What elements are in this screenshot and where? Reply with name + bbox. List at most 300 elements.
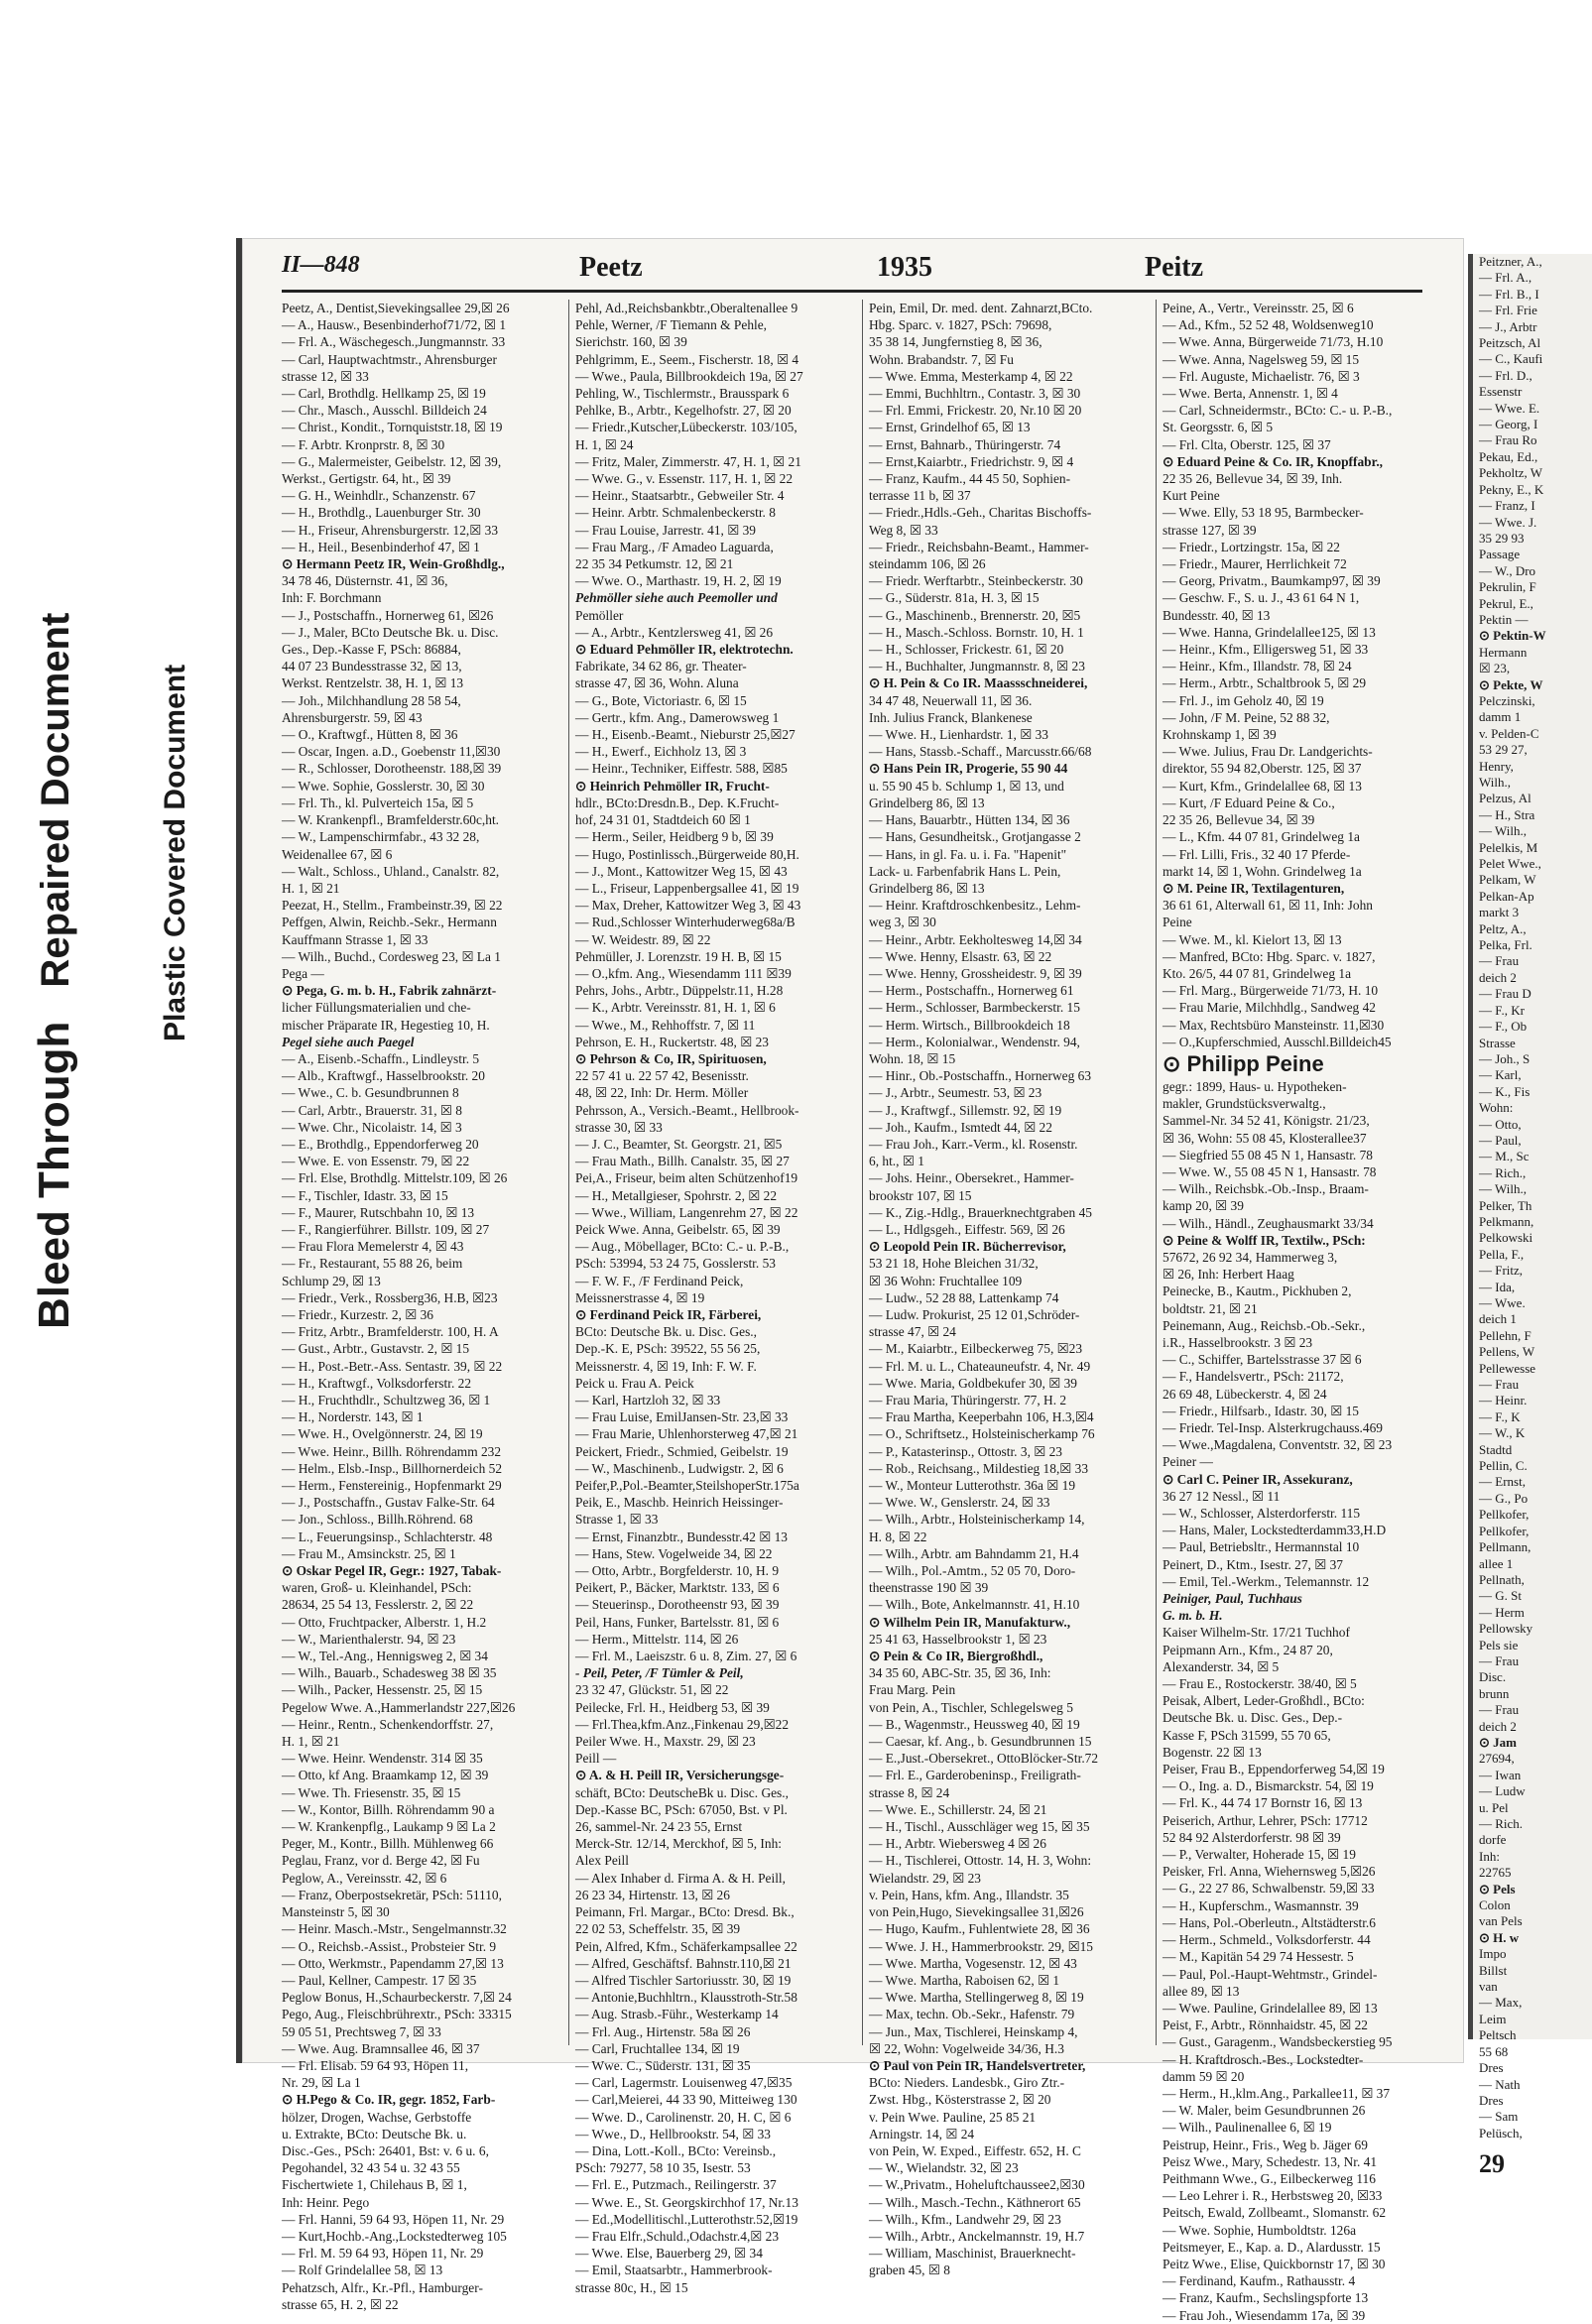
directory-entry-line: — Dina, Lott.-Koll., BCto: Vereinsb., xyxy=(575,2142,777,2158)
directory-entry-line: — Herm., Arbtr., Schaltbrook 5, ☒ 29 xyxy=(1163,675,1367,691)
directory-entry-line: — Ernst, Bahnarb., Thüringerstr. 74 xyxy=(869,436,1061,452)
directory-entry-line: Peiler Wwe. H., Maxstr. 29, ☒ 23 xyxy=(575,1734,756,1750)
directory-entry-line: v. Pein Wwe. Pauline, 25 85 21 xyxy=(869,2109,1037,2125)
directory-entry-line: — W., Wielandstr. 32, ☒ 23 xyxy=(869,2160,1019,2176)
directory-entry-line: Fabrikate, 34 62 86, gr. Theater- xyxy=(575,659,747,674)
adjacent-entry-line: 35 29 93 xyxy=(1479,530,1525,546)
directory-entry-line: — Frl. Aug., Hirtenstr. 58a ☒ 26 xyxy=(575,2023,751,2039)
directory-entry-line: — H. Kraftdrosch.-Bes., Lockstedter- xyxy=(1163,2051,1364,2067)
directory-entry-line: 26 23 34, Hirtenstr. 13, ☒ 26 xyxy=(575,1887,730,1902)
directory-entry-line: 6, ht., ☒ 1 xyxy=(869,1154,924,1169)
directory-entry-line: Kasse F, PSch 31599, 55 70 65, xyxy=(1163,1727,1331,1743)
directory-entry-line: strasse 127, ☒ 39 xyxy=(1163,522,1257,538)
directory-entry-line: — Aug., Möbellager, BCto: C.- u. P.-B., xyxy=(575,1239,790,1255)
directory-entry-line: BCto: Nieders. Landesbk., Giro Ztr.- xyxy=(869,2075,1065,2091)
directory-entry-line: Inh: Heinr. Pego xyxy=(282,2194,370,2210)
adjacent-entry-line: — Rich. xyxy=(1479,1816,1524,1831)
adjacent-page-number: 29 xyxy=(1479,2149,1505,2179)
directory-entry-line: Weidenallee 67, ☒ 6 xyxy=(282,846,393,862)
adjacent-entry-line: Strasse xyxy=(1479,1035,1516,1050)
directory-entry-line: Kaiser Wilhelm-Str. 17/21 Tuchhof xyxy=(1163,1625,1350,1641)
directory-entry-line: Bogenstr. 22 ☒ 13 xyxy=(1163,1744,1262,1760)
directory-entry-line: ⊙ Heinrich Pehmöller IR, Frucht- xyxy=(575,778,770,794)
directory-entry-line: — Emil, Tel.-Werkm., Telemannstr. 12 xyxy=(1163,1573,1370,1589)
directory-entry-line: 34 47 48, Neuerwall 11, ☒ 36. xyxy=(869,692,1033,708)
directory-entry-line: Mansteinstr 5, ☒ 30 xyxy=(282,1904,390,1920)
directory-entry-line: — Joh., Milchhandlung 28 58 54, xyxy=(282,692,461,708)
directory-entry-line: Peisker, Frl. Anna, Wiehernsweg 5,☒26 xyxy=(1163,1864,1376,1880)
adjacent-entry-line: Wohn: xyxy=(1479,1100,1514,1116)
directory-entry-line: Peitsmeyer, E., Kap. a. D., Alardusstr. 15 xyxy=(1163,2239,1381,2255)
directory-entry-line: — Frl.Thea,kfm.Anz.,Finkenau 29,☒22 xyxy=(575,1716,790,1732)
directory-entry-line: — Wwe. Else, Bauerberg 29, ☒ 34 xyxy=(575,2246,763,2262)
directory-entry-line: 28634, 25 54 13, Fesslerstr. 2, ☒ 22 xyxy=(282,1597,474,1613)
directory-entry-line: — W., Maschinenb., Ludwigstr. 2, ☒ 6 xyxy=(575,1460,784,1476)
directory-entry-line: — Emil, Staatsarbtr., Hammerbrook- xyxy=(575,2263,773,2278)
directory-entry-line: strasse 12, ☒ 33 xyxy=(282,368,369,384)
adjacent-entry-line: deich 1 xyxy=(1479,1311,1517,1327)
directory-entry-line: — Wwe. Emma, Mesterkamp 4, ☒ 22 xyxy=(869,368,1073,384)
directory-entry-line: — Wwe. C., Süderstr. 131, ☒ 35 xyxy=(575,2057,751,2073)
directory-entry-line: Pego, Aug., Fleischbrührextr., PSch: 33315 xyxy=(282,2007,512,2022)
directory-entry-line: 36 61 61, Alterwall 61, ☒ 11, Inh: John xyxy=(1163,898,1373,914)
adjacent-entry-line: ⊙ Pels xyxy=(1479,1881,1516,1896)
directory-entry-line: — Oscar, Ingen. a.D., Goebenstr 11,☒30 xyxy=(282,744,501,760)
directory-entry-line: Pehmöller siehe auch Peemoller und xyxy=(575,590,778,606)
adjacent-entry-line: Pellkofer, xyxy=(1479,1507,1530,1523)
adjacent-page-lines xyxy=(1473,254,1592,2141)
directory-entry-line: Pehlke, B., Arbtr., Kegelhofstr. 27, ☒ 20 xyxy=(575,403,792,419)
directory-entry-line: — Frau Marg., /F Amadeo Laguarda, xyxy=(575,539,774,554)
directory-entry-line: Peglau, Franz, vor d. Berge 42, ☒ Fu xyxy=(282,1853,480,1869)
directory-entry-line: — Christ., Kondit., Tornquiststr.18, ☒ 19 xyxy=(282,420,503,435)
directory-entry-line: — Carl, Schneidermstr., BCto: C.- u. P.-B., xyxy=(1163,403,1393,419)
adjacent-entry-line: — F., Kr xyxy=(1479,1002,1525,1018)
directory-entry-line: ⊙ Leopold Pein IR. Bücherrevisor, xyxy=(869,1239,1066,1255)
directory-entry-line: Peiniger, Paul, Tuchhaus xyxy=(1163,1591,1302,1607)
directory-entry-line: — Wwe. W., 55 08 45 N 1, Hansastr. 78 xyxy=(1163,1163,1377,1179)
column-divider xyxy=(568,300,569,2045)
directory-entry-line: — Alb., Kraftwgf., Hasselbrookstr. 20 xyxy=(282,1068,485,1084)
directory-entry-line: ⊙ H. Pein & Co IR. Maassschneiderei, xyxy=(869,675,1088,691)
directory-entry-line: — Frau Marie, Milchhdlg., Sandweg 42 xyxy=(1163,1000,1376,1016)
directory-entry-line: — H., Kraftwgf., Volksdorferstr. 22 xyxy=(282,1375,472,1391)
directory-entry-line: ⊙ Carl C. Peiner IR, Assekuranz, xyxy=(1163,1471,1353,1487)
adjacent-entry-line: Disc. xyxy=(1479,1669,1507,1685)
adjacent-entry-line: ⊙ Pektin-W xyxy=(1479,628,1546,644)
directory-entry-line: — Ernst, Finanzbtr., Bundesstr.42 ☒ 13 xyxy=(575,1529,788,1544)
plastic-covered-label: Plastic Covered Document xyxy=(159,664,191,1041)
directory-entry-line: — Wwe. G., v. Essenstr. 117, H. 1, ☒ 22 xyxy=(575,471,794,487)
directory-entry-line: Peitsch, Ewald, Zollbeamt., Slomanstr. 62 xyxy=(1163,2205,1387,2221)
directory-entry-line: — Wwe. Sophie, Gosslerstr. 30, ☒ 30 xyxy=(282,778,485,794)
directory-entry-line: — Herm., Schlosser, Barmbeckerstr. 15 xyxy=(869,1000,1080,1016)
adjacent-entry-line: Pelczinski, xyxy=(1479,692,1535,708)
directory-entry-line: ⊙ Pehrson & Co, IR, Spirituosen, xyxy=(575,1050,767,1066)
directory-entry-line: — Frau Martha, Keeperbahn 106, H.3,☒4 xyxy=(869,1409,1094,1425)
directory-entry-line: — F., Handelsvertr., PSch: 21172, xyxy=(1163,1369,1344,1385)
adjacent-entry-line: Pelzus, Al xyxy=(1479,791,1531,806)
directory-entry-line: — Walt., Schloss., Uhland., Canalstr. 82, xyxy=(282,863,500,879)
directory-entry-line: Peistrup, Heinr., Fris., Weg b. Jäger 69 xyxy=(1163,2137,1368,2152)
directory-entry-line: — Wwe. Maria, Goldbekufer 30, ☒ 39 xyxy=(869,1375,1077,1391)
adjacent-entry-line: Pelka, Frl. xyxy=(1479,937,1532,953)
adjacent-entry-line: Pelelkis, M xyxy=(1479,839,1538,855)
directory-entry-line: — Ed.,Modellitischl.,Lutterothstr.52,☒19 xyxy=(575,2211,798,2227)
directory-entry-line: 34 35 60, ABC-Str. 35, ☒ 36, Inh: xyxy=(869,1665,1051,1681)
directory-entry-line: — H., Buchhalter, Jungmannstr. 8, ☒ 23 xyxy=(869,659,1085,674)
adjacent-entry-line: — C., Kaufi xyxy=(1479,351,1543,367)
directory-entry-line: — Friedr., Maurer, Herrlichkeit 72 xyxy=(1163,556,1347,572)
directory-entry-line: — Wwe. O., Marthastr. 19, H. 2, ☒ 19 xyxy=(575,573,782,589)
directory-entry-line: — Carl,Meierei, 44 33 90, Mitteiweg 130 xyxy=(575,2092,797,2108)
directory-entry-line: — Manfred, BCto: Hbg. Sparc. v. 1827, xyxy=(1163,948,1376,964)
directory-entry-line: — Rob., Reichsang., Mildestieg 18,☒ 33 xyxy=(869,1460,1089,1476)
directory-entry-line: — Frau Maria, Thüringerstr. 77, H. 2 xyxy=(869,1393,1067,1407)
adjacent-entry-line: ⊙ H. w xyxy=(1479,1929,1520,1945)
directory-entry-line: — Frl. Auguste, Michaelistr. 76, ☒ 3 xyxy=(1163,368,1360,384)
bleed-through-label xyxy=(30,613,79,1329)
directory-entry-line: — Wilh., Kfm., Landwehr 29, ☒ 23 xyxy=(869,2211,1061,2227)
adjacent-entry-line: 22765 xyxy=(1479,1865,1512,1881)
directory-entry-line: — Frl. M. u. L., Chateauneufstr. 4, Nr. 49 xyxy=(869,1358,1091,1374)
directory-entry-line: — Frau M., Amsinckstr. 25, ☒ 1 xyxy=(282,1545,456,1561)
directory-entry-line: — H., Arbtr. Wiebersweg 4 ☒ 26 xyxy=(869,1836,1046,1852)
directory-entry-line: — Max, techn. Ob.-Sekr., Hafenstr. 79 xyxy=(869,2007,1075,2022)
directory-entry-line: Disc.-Ges., PSch: 26401, Bst: v. 6 u. 6, xyxy=(282,2142,489,2158)
directory-entry-line: Pehlgrimm, E., Seem., Fischerstr. 18, ☒ 4 xyxy=(575,351,799,367)
directory-entry-line: — A., Hausw., Besenbinderhof71/72, ☒ 1 xyxy=(282,317,507,333)
adjacent-entry-line: — Frau xyxy=(1479,953,1520,969)
directory-entry-line: Peinemann, Aug., Reichsb.-Ob.-Sekr., xyxy=(1163,1317,1366,1333)
directory-entry-line: — Alfred, Geschäftsf. Bahnstr.110,☒ 21 xyxy=(575,1955,792,1971)
directory-entry-line: Zwst. Hbg., Kösterstrasse 2, ☒ 20 xyxy=(869,2092,1051,2108)
adjacent-entry-line: Peltsch xyxy=(1479,2027,1517,2043)
directory-entry-line: — Paul, Pol.-Haupt-Wehtmstr., Grindel- xyxy=(1163,1966,1378,1982)
directory-entry-line: — Franz, Kaufm., 44 45 50, Sophien- xyxy=(869,471,1071,487)
adjacent-entry-line: Impo xyxy=(1479,1946,1507,1962)
adjacent-entry-line: — G. St xyxy=(1479,1588,1522,1604)
directory-entry-line: — H., Eisenb.-Beamt., Nieburstr 25,☒27 xyxy=(575,727,796,743)
adjacent-entry-line: — Fritz, xyxy=(1479,1263,1524,1279)
directory-entry-line: Peilecke, Frl. H., Heidberg 53, ☒ 39 xyxy=(575,1699,770,1715)
directory-entry-line: Meissnerstr. 4, ☒ 19, Inh: F. W. F. xyxy=(575,1358,757,1374)
directory-entry-line: — Aug. Strasb.-Führ., Westerkamp 14 xyxy=(575,2007,779,2022)
directory-entry-line: — Jun., Max, Tischlerei, Heinskamp 4, xyxy=(869,2023,1078,2039)
directory-entry-line: — Wwe.,Magdalena, Conventstr. 32, ☒ 23 xyxy=(1163,1437,1393,1453)
directory-entry-line: — W., Lampenschirmfabr., 43 32 28, xyxy=(282,829,480,845)
directory-entry-line: PSch: 79277, 58 10 35, Isestr. 53 xyxy=(575,2160,751,2176)
directory-entry-line: strasse 8, ☒ 24 xyxy=(869,1784,950,1800)
directory-entry-line: — Wwe. Henny, Grossheidestr. 9, ☒ 39 xyxy=(869,965,1082,981)
directory-entry-line: — Frl. Clta, Oberstr. 125, ☒ 37 xyxy=(1163,436,1331,452)
directory-entry-line: — Alfred Tischler Sartoriusstr. 30, ☒ 19 xyxy=(575,1972,792,1988)
directory-entry-line: hof, 24 31 01, Stadtdeich 60 ☒ 1 xyxy=(575,812,751,828)
directory-entry-line: — K., Zig.-Hdlg., Brauerknechtgraben 45 xyxy=(869,1204,1092,1220)
directory-entry-line: Peglow, A., Vereinsstr. 42, ☒ 6 xyxy=(282,1870,447,1886)
directory-entry-line: strasse 47, ☒ 24 xyxy=(869,1324,956,1340)
directory-entry-line: — Carl, Lagermstr. Louisenweg 47,☒35 xyxy=(575,2075,793,2091)
directory-entry-line: Peickert, Friedr., Schmied, Geibelstr. 19 xyxy=(575,1443,789,1459)
directory-entry-line: — Hans, Stassb.-Schaff., Marcusstr.66/68 xyxy=(869,744,1092,760)
directory-entry-line: — Frl. A., Wäschegesch.,Jungmannstr. 33 xyxy=(282,334,506,350)
adjacent-entry-line: — Sam xyxy=(1479,2109,1519,2125)
directory-entry-line: — Wwe. Anna, Bürgerweide 71/73, H.10 xyxy=(1163,334,1384,350)
adjacent-entry-line: deich 2 xyxy=(1479,969,1517,985)
adjacent-entry-line: allee 1 xyxy=(1479,1555,1514,1571)
adjacent-entry-line: Pekholtz, W xyxy=(1479,465,1543,481)
directory-entry-line: — Wwe. W., Genslerstr. 24, ☒ 33 xyxy=(869,1495,1050,1511)
directory-entry-line: — Kurt,Hochb.-Ang.,Lockstedterweg 105 xyxy=(282,2228,507,2244)
directory-entry-line: ☒ 22, Wohn: Vogelweide 34/36, H.3 xyxy=(869,2040,1064,2056)
directory-entry-line: 22 35 26, Bellevue 34, ☒ 39 xyxy=(1163,812,1315,828)
directory-entry-line: gegr.: 1899, Haus- u. Hypotheken- xyxy=(1163,1078,1347,1094)
directory-entry-line: — Caesar, kf. Ang., b. Gesundbrunnen 15 xyxy=(869,1734,1092,1750)
directory-entry-line: Peetz, A., Dentist,Sievekingsallee 29,☒ 26 xyxy=(282,301,510,315)
directory-entry-line: — Hans, Maler, Lockstedterdamm33,H.D xyxy=(1163,1523,1387,1538)
directory-entry-line: — L., Feuerungsinsp., Schlachterstr. 48 xyxy=(282,1529,493,1544)
adjacent-entry-line: Inh: xyxy=(1479,1848,1500,1864)
directory-entry-line: Pegohandel, 32 43 54 u. 32 43 55 xyxy=(282,2160,460,2176)
directory-entry-line: — Wwe. Julius, Frau Dr. Landgerichts- xyxy=(1163,744,1373,760)
scan-annotation-labels xyxy=(0,0,218,2159)
directory-entry-line: ⊙ Ferdinand Peick IR, Färberei, xyxy=(575,1306,762,1322)
directory-entry-line: Peil, Hans, Funker, Bartelsstr. 81, ☒ 6 xyxy=(575,1614,780,1630)
adjacent-entry-line: — Frau xyxy=(1479,1652,1520,1668)
directory-entry-line: Peik, E., Maschb. Heinrich Heissinger- xyxy=(575,1495,784,1511)
directory-entry-line: — Fritz, Arbtr., Bramfelderstr. 100, H. A xyxy=(282,1324,499,1340)
directory-entry-line: — H., Masch.-Schloss. Bornstr. 10, H. 1 xyxy=(869,624,1084,640)
adjacent-entry-line: — Joh., S xyxy=(1479,1050,1531,1066)
adjacent-entry-line: — Paul, xyxy=(1479,1132,1522,1148)
directory-entry-line: — A., Eisenb.-Schaffn., Lindleystr. 5 xyxy=(282,1050,480,1066)
directory-entry-line: — Herm., Postschaffn., Hornerweg 61 xyxy=(869,983,1074,999)
directory-entry-line: — Gust., Arbtr., Gustavstr. 2, ☒ 15 xyxy=(282,1341,470,1357)
directory-entry-line: Peill — xyxy=(575,1751,617,1767)
directory-entry-line: — Ernst, Grindelhof 65, ☒ 13 xyxy=(869,420,1031,435)
directory-entry-line: — Max, Rechtsbüro Mansteinstr. 11,☒30 xyxy=(1163,1017,1385,1033)
adjacent-entry-line: Pelüsch, xyxy=(1479,2125,1523,2141)
adjacent-entry-line: — Nath xyxy=(1479,2076,1521,2092)
directory-entry-line: — Hans, Stew. Vogelweide 34, ☒ 22 xyxy=(575,1545,773,1561)
directory-entry-line: 52 84 92 Alsterdorferstr. 98 ☒ 39 xyxy=(1163,1829,1341,1845)
directory-entry-line: Arningstr. 14, ☒ 24 xyxy=(869,2126,975,2141)
directory-entry-line: — Wwe. Henny, Elsastr. 63, ☒ 22 xyxy=(869,948,1052,964)
directory-entry-line: u. Extrakte, BCto: Deutsche Bk. u. xyxy=(282,2126,467,2141)
adjacent-entry-line: van xyxy=(1479,1979,1498,1995)
directory-entry-line: mischer Präparate IR, Hegestieg 10, H. xyxy=(282,1017,490,1033)
directory-entry-line: — Heinr., Rentn., Schenkendorffstr. 27, xyxy=(282,1716,494,1732)
directory-entry-line: — Otto, Arbtr., Borgfelderstr. 10, H. 9 xyxy=(575,1563,780,1579)
adjacent-entry-line: — Otto, xyxy=(1479,1116,1522,1132)
directory-entry-line: — Chr., Masch., Ausschl. Billdeich 24 xyxy=(282,403,487,419)
directory-entry-line: 59 05 51, Prechtsweg 7, ☒ 33 xyxy=(282,2023,441,2039)
directory-entry-line: — Hans, Gesundheitsk., Grotjangasse 2 xyxy=(869,829,1081,845)
directory-entry-line: — Heinr., Kfm., Elligersweg 51, ☒ 33 xyxy=(1163,642,1369,658)
directory-entry-line: Kto. 26/5, 44 07 81, Grindelweg 1a xyxy=(1163,965,1352,981)
directory-entry-line: — W., Marienthalerstr. 94, ☒ 23 xyxy=(282,1631,456,1647)
directory-entry-line: Peithmann Wwe., G., Eilbeckerweg 116 xyxy=(1163,2170,1376,2186)
directory-entry-line: steindamm 106, ☒ 26 xyxy=(869,556,986,572)
directory-entry-line: Peisak, Albert, Leder-Großhdl., BCto: xyxy=(1163,1693,1365,1709)
directory-entry-line: Peger, M., Kontr., Billh. Mühlenweg 66 xyxy=(282,1836,494,1852)
directory-entry-line: — Frau Marie, Uhlenhorsterweg 47,☒ 21 xyxy=(575,1426,798,1442)
directory-entry-line: Pei,A., Friseur, beim alten Schützenhof19 xyxy=(575,1170,798,1186)
adjacent-entry-line: — Ida, xyxy=(1479,1279,1516,1294)
adjacent-entry-line: — Frau xyxy=(1479,1377,1520,1393)
directory-entry-line: — Wwe. Elly, 53 18 95, Barmbecker- xyxy=(1163,505,1364,521)
adjacent-entry-line: 55 68 xyxy=(1479,2043,1509,2059)
directory-entry-line: Werkst. Rentzelstr. 38, H. 1, ☒ 13 xyxy=(282,675,464,691)
directory-entry-line: boldtstr. 21, ☒ 21 xyxy=(1163,1300,1258,1316)
directory-entry-line: — Paul, Betriebsltr., Hermannstal 10 xyxy=(1163,1539,1360,1555)
directory-entry-line: kamp 20, ☒ 39 xyxy=(1163,1198,1244,1214)
directory-entry-line: strasse 47, ☒ 36, Wohn. Aluna xyxy=(575,675,739,691)
adjacent-entry-line: — M., Sc xyxy=(1479,1149,1530,1164)
directory-entry-line: — Wilh., Bote, Ankelmannstr. 41, H.10 xyxy=(869,1597,1080,1613)
directory-entry-line: — F. W. F., /F Ferdinand Peick, xyxy=(575,1273,744,1288)
directory-entry-line: v. Pein, Hans, kfm. Ang., Illandstr. 35 xyxy=(869,1887,1069,1902)
directory-entry-line: — Wwe. Th. Friesenstr. 35, ☒ 15 xyxy=(282,1784,461,1800)
directory-entry-line: 23 32 47, Glückstr. 51, ☒ 22 xyxy=(575,1682,729,1698)
directory-entry-line: — Wwe. Berta, Annenstr. 1, ☒ 4 xyxy=(1163,386,1338,402)
adjacent-entry-line: Pels sie xyxy=(1479,1637,1519,1652)
directory-entry-line: — Wwe. E., Schillerstr. 24, ☒ 21 xyxy=(869,1801,1047,1817)
directory-entry-line: — Wwe. J. H., Hammerbrookstr. 29, ☒15 xyxy=(869,1938,1093,1954)
adjacent-entry-line: u. Pel xyxy=(1479,1799,1509,1815)
directory-entry-line: — Siegfried 55 08 45 N 1, Hansastr. 78 xyxy=(1163,1147,1373,1162)
directory-entry-line: — Jon., Schloss., Billh.Röhrend. 68 xyxy=(282,1512,473,1528)
directory-entry-line: — G., Malermeister, Geibelstr. 12, ☒ 39, xyxy=(282,453,502,469)
directory-entry-line: — Max, Dreher, Kattowitzer Weg 3, ☒ 43 xyxy=(575,898,801,914)
directory-entry-line: — Ferdinand, Kaufm., Rathausstr. 4 xyxy=(1163,2273,1356,2289)
adjacent-entry-line: Pekau, Ed., xyxy=(1479,448,1538,464)
directory-entry-line: — O., Reichsb.-Assist., Probsteier Str. 9 xyxy=(282,1938,497,1954)
directory-entry-line: Pegel siehe auch Paegel xyxy=(282,1034,415,1049)
directory-entry-line: Deutsche Bk. u. Disc. Ges., Dep.- xyxy=(1163,1710,1343,1726)
directory-entry-line: allee 89, ☒ 13 xyxy=(1163,1983,1240,1999)
directory-entry-line: — Ludw., 52 28 88, Lattenkamp 74 xyxy=(869,1289,1059,1305)
directory-entry-line: — Franz, Oberpostsekretär, PSch: 51110, xyxy=(282,1887,502,1902)
directory-entry-line: — Frl. E., Garderobeninsp., Freiligrath- xyxy=(869,1768,1081,1783)
directory-entry-line: ⊙ Oskar Pegel IR, Gegr.: 1927, Tabak- xyxy=(282,1563,502,1579)
directory-entry-line: — O.,kfm. Ang., Wiesendamm 111 ☒39 xyxy=(575,965,792,981)
directory-entry-line: H. 8, ☒ 22 xyxy=(869,1529,927,1544)
directory-entry-line: Peine xyxy=(1163,915,1192,930)
adjacent-entry-line: Pelet Wwe., xyxy=(1479,856,1541,872)
adjacent-entry-line: — K., Fis xyxy=(1479,1083,1531,1099)
directory-entry-line: — F., Tischler, Idastr. 33, ☒ 15 xyxy=(282,1187,448,1203)
directory-entry-line: 22 35 34 Petkumstr. 12, ☒ 21 xyxy=(575,556,734,572)
directory-entry-line: — Rud.,Schlosser Winterhuderweg68a/B xyxy=(575,915,796,930)
directory-entry-line: — Herm., H.,klm.Ang., Parkallee11, ☒ 37 xyxy=(1163,2085,1391,2101)
directory-entry-line: — E.,Just.-Obersekret., OttoBlöcker-Str.72 xyxy=(869,1751,1099,1767)
directory-entry-line: — Carl, Arbtr., Brauerstr. 31, ☒ 8 xyxy=(282,1102,462,1118)
directory-entry-line: — Frl. J., im Geholz 40, ☒ 19 xyxy=(1163,692,1324,708)
directory-entry-line: — Karl, Hartzloh 32, ☒ 33 xyxy=(575,1393,721,1407)
directory-entry-line: Inh. Julius Franck, Blankenese xyxy=(869,709,1033,725)
directory-entry-line: Wohn. 18, ☒ 15 xyxy=(869,1050,956,1066)
directory-entry-line: — Wwe., M., Rehhoffstr. 7, ☒ 11 xyxy=(575,1017,756,1033)
directory-entry-line: — Frl. Emmi, Frickestr. 20, Nr.10 ☒ 20 xyxy=(869,403,1082,419)
directory-entry-line: 34 78 46, Düsternstr. 41, ☒ 36, xyxy=(282,573,448,589)
directory-entry-line: — O., Ing. a. D., Bismarckstr. 54, ☒ 19 xyxy=(1163,1778,1374,1794)
left-guide-word: Peetz xyxy=(579,252,643,283)
directory-entry-line: — E., Brothdlg., Eppendorferweg 20 xyxy=(282,1136,479,1152)
directory-entry-line: Alex Peill xyxy=(575,1853,629,1869)
directory-entry-line: — Johs. Heinr., Obersekret., Hammer- xyxy=(869,1170,1074,1186)
directory-entry-line: — Gertr., kfm. Ang., Damerowsweg 1 xyxy=(575,709,780,725)
adjacent-entry-line: Pellin, C. xyxy=(1479,1458,1528,1474)
column-4 xyxy=(1163,300,1442,2323)
directory-entry-line: — Wilh., Pol.-Amtm., 52 05 70, Doro- xyxy=(869,1563,1076,1579)
directory-entry-line: Pein, Emil, Dr. med. dent. Zahnarzt,BCto. xyxy=(869,301,1093,315)
directory-entry-line: — P., Katasterinsp., Ottostr. 3, ☒ 23 xyxy=(869,1443,1063,1459)
directory-entry-line: — Rolf Grindelallee 58, ☒ 13 xyxy=(282,2263,443,2278)
adjacent-entry-line: Peitzner, A., xyxy=(1479,254,1542,269)
adjacent-entry-line: — Rich., xyxy=(1479,1164,1527,1180)
page-number: II—848 xyxy=(282,252,360,278)
directory-entry-line: — J., Maler, BCto Deutsche Bk. u. Disc. xyxy=(282,624,499,640)
directory-entry-line: — J. C., Beamter, St. Georgstr. 21, ☒5 xyxy=(575,1136,783,1152)
directory-entry-line: — Wwe. Martha, Vogesenstr. 12, ☒ 43 xyxy=(869,1955,1077,1971)
directory-entry-line: — Wwe. M., kl. Kielort 13, ☒ 13 xyxy=(1163,931,1342,947)
directory-entry-line: — Frl. Hanni, 59 64 93, Höpen 11, Nr. 29 xyxy=(282,2211,505,2227)
directory-entry-line: PSch: 53994, 53 24 75, Gosslerstr. 53 xyxy=(575,1256,776,1272)
directory-entry-line: — H., Schlosser, Frickestr. 61, ☒ 20 xyxy=(869,642,1064,658)
directory-entry-line: — Frau Joh., Karr.-Verm., kl. Rosenstr. xyxy=(869,1136,1078,1152)
directory-entry-line: — H., Metallgieser, Spohrstr. 2, ☒ 22 xyxy=(575,1187,778,1203)
directory-entry-line: makler, Grundstücksverwaltg., xyxy=(1163,1096,1326,1112)
directory-entry-line: — Wwe. Martha, Stellingerweg 8, ☒ 19 xyxy=(869,1990,1084,2006)
directory-entry-line: — W. Krankenpflg., Laukamp 9 ☒ La 2 xyxy=(282,1819,496,1835)
directory-entry-line: — H., Brothdlg., Lauenburger Str. 30 xyxy=(282,505,481,521)
directory-entry-line: — H., Post.-Betr.-Ass. Sentastr. 39, ☒ 22 xyxy=(282,1358,503,1374)
directory-entry-line: - Peil, Peter, /F Tümler & Peil, xyxy=(575,1665,744,1681)
directory-entry-line: Pehling, W., Tischlermstr., Brausspark 6 xyxy=(575,386,790,402)
directory-entry-line: Pehrson, E. H., Ruckertstr. 48, ☒ 23 xyxy=(575,1034,769,1049)
directory-entry-line: — F., Maurer, Rutschbahn 10, ☒ 13 xyxy=(282,1204,475,1220)
directory-entry-line: Pemöller xyxy=(575,607,624,623)
directory-entry-line: Merck-Str. 12/14, Merckhof, ☒ 5, Inh: xyxy=(575,1836,782,1852)
adjacent-entry-line: brunn xyxy=(1479,1685,1510,1701)
adjacent-entry-line: Pelkmann, xyxy=(1479,1213,1534,1229)
directory-entry-line: — Wwe. Pauline, Grindelallee 89, ☒ 13 xyxy=(1163,2000,1378,2016)
directory-entry-line: — Otto, Fruchtpacker, Alberstr. 1, H.2 xyxy=(282,1614,487,1630)
directory-entry-line: — Wilh., Arbtr., Anckelmannstr. 19, H.7 xyxy=(869,2228,1085,2244)
directory-entry-line: Peist, F., Arbtr., Rönnhaidstr. 45, ☒ 22 xyxy=(1163,2018,1368,2033)
adjacent-entry-line: Dres xyxy=(1479,2060,1504,2076)
directory-entry-line: ⊙ Pein & Co IR, Biergroßhdl., xyxy=(869,1649,1043,1664)
directory-entry-line: Peinecke, B., Kautm., Pickhuben 2, xyxy=(1163,1284,1352,1299)
directory-entry-line: — Hans, in gl. Fa. u. i. Fa. "Hapenit" xyxy=(869,846,1067,862)
directory-entry-line: Hbg. Sparc. v. 1827, PSch: 79698, xyxy=(869,317,1052,333)
directory-entry-line: — J., Postschaffn., Gustav Falke-Str. 64 xyxy=(282,1495,495,1511)
directory-entry-line: — Wwe. H., Lienhardstr. 1, ☒ 33 xyxy=(869,727,1048,743)
directory-entry-line: — W., Monteur Lutterothstr. 36a ☒ 19 xyxy=(869,1478,1076,1494)
directory-entry-line: — Wwe. H., Ovelgönnerstr. 24, ☒ 19 xyxy=(282,1426,483,1442)
directory-entry-line: — Hugo, Postinlissch.,Bürgerweide 80,H. xyxy=(575,846,799,862)
directory-entry-line: — Frau Joh., Wiesendamm 17a, ☒ 39 xyxy=(1163,2307,1366,2323)
directory-entry-line: H. 1, ☒ 24 xyxy=(575,436,634,452)
directory-entry-line: Peifer,P.,Pol.-Beamter,SteilshoperStr.175a xyxy=(575,1478,799,1494)
directory-entry-line: — Herm., Seiler, Heidberg 9 b, ☒ 39 xyxy=(575,829,774,845)
directory-entry-line: — Heinr. Masch.-Mstr., Sengelmannstr.32 xyxy=(282,1921,507,1937)
directory-entry-line: — Friedr., Hilfsarb., Idastr. 30, ☒ 15 xyxy=(1163,1403,1359,1418)
directory-entry-line: theenstrasse 190 ☒ 39 xyxy=(869,1580,989,1596)
adjacent-entry-line: — Ernst, xyxy=(1479,1474,1526,1490)
directory-entry-line: damm 59 ☒ 20 xyxy=(1163,2068,1245,2084)
